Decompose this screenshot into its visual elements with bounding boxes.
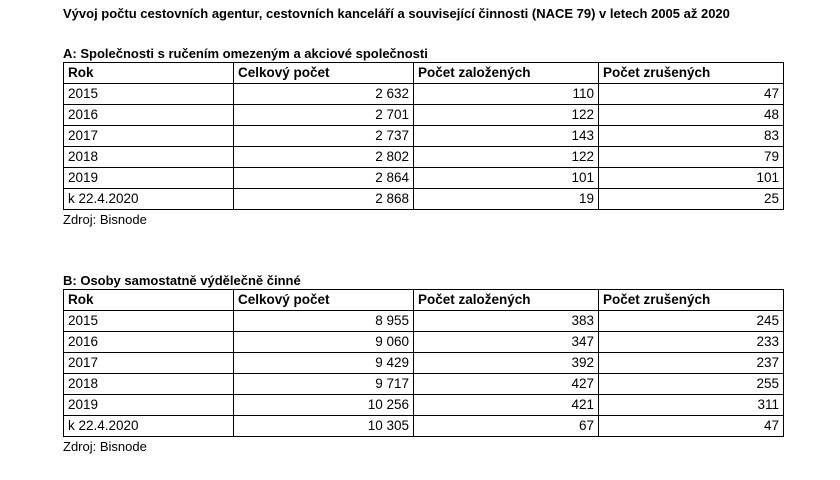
cell-pocet-zrusenych: 25 [599, 189, 784, 210]
cell-pocet-zalozenych: 392 [414, 353, 599, 374]
header-celkovy-pocet: Celkový počet [234, 290, 414, 311]
cell-pocet-zalozenych: 19 [414, 189, 599, 210]
cell-pocet-zalozenych: 67 [414, 416, 599, 437]
table-row [64, 332, 784, 353]
table-row [64, 147, 784, 168]
cell-rok: 2019 [64, 168, 234, 189]
header-pocet-zalozenych: Počet založených [414, 290, 599, 311]
cell-pocet-zrusenych: 255 [599, 374, 784, 395]
section-b-source: Zdroj: Bisnode [63, 439, 147, 454]
cell-celkovy-pocet: 2 737 [234, 126, 414, 147]
cell-rok: 2015 [64, 311, 234, 332]
table-row [64, 168, 784, 189]
header-pocet-zrusenych: Počet zrušených [599, 290, 784, 311]
section-b [63, 272, 783, 457]
section-a-source: Zdroj: Bisnode [63, 212, 147, 227]
header-rok: Rok [64, 63, 234, 84]
header-pocet-zalozenych: Počet založených [414, 63, 599, 84]
table-row [64, 374, 784, 395]
table-row [64, 189, 784, 210]
table-header-row [64, 63, 784, 84]
cell-pocet-zalozenych: 427 [414, 374, 599, 395]
cell-pocet-zrusenych: 101 [599, 168, 784, 189]
cell-rok: 2017 [64, 353, 234, 374]
table-b [63, 289, 784, 437]
cell-pocet-zalozenych: 347 [414, 332, 599, 353]
table-header-row [64, 290, 784, 311]
header-rok: Rok [64, 290, 234, 311]
cell-pocet-zrusenych: 311 [599, 395, 784, 416]
table-a [63, 62, 784, 210]
cell-pocet-zrusenych: 237 [599, 353, 784, 374]
section-a [63, 45, 783, 230]
cell-rok: 2018 [64, 374, 234, 395]
cell-celkovy-pocet: 10 305 [234, 416, 414, 437]
cell-pocet-zrusenych: 79 [599, 147, 784, 168]
cell-pocet-zrusenych: 83 [599, 126, 784, 147]
cell-pocet-zrusenych: 47 [599, 84, 784, 105]
cell-celkovy-pocet: 2 802 [234, 147, 414, 168]
section-a-title: A: Společnosti s ručením omezeným a akciové společnosti [63, 46, 428, 61]
cell-rok: 2016 [64, 105, 234, 126]
cell-pocet-zrusenych: 47 [599, 416, 784, 437]
cell-pocet-zalozenych: 110 [414, 84, 599, 105]
header-pocet-zrusenych: Počet zrušených [599, 63, 784, 84]
cell-rok: 2019 [64, 395, 234, 416]
cell-pocet-zrusenych: 48 [599, 105, 784, 126]
table-row [64, 416, 784, 437]
table-row [64, 105, 784, 126]
cell-rok: 2018 [64, 147, 234, 168]
cell-celkovy-pocet: 2 632 [234, 84, 414, 105]
table-row [64, 395, 784, 416]
header-celkovy-pocet: Celkový počet [234, 63, 414, 84]
cell-rok: 2017 [64, 126, 234, 147]
table-row [64, 311, 784, 332]
cell-rok: k 22.4.2020 [64, 416, 234, 437]
cell-celkovy-pocet: 10 256 [234, 395, 414, 416]
cell-celkovy-pocet: 9 060 [234, 332, 414, 353]
cell-pocet-zrusenych: 233 [599, 332, 784, 353]
cell-pocet-zalozenych: 122 [414, 147, 599, 168]
cell-celkovy-pocet: 2 701 [234, 105, 414, 126]
cell-pocet-zalozenych: 421 [414, 395, 599, 416]
cell-celkovy-pocet: 2 864 [234, 168, 414, 189]
cell-celkovy-pocet: 9 429 [234, 353, 414, 374]
cell-pocet-zalozenych: 101 [414, 168, 599, 189]
cell-rok: 2015 [64, 84, 234, 105]
cell-pocet-zalozenych: 383 [414, 311, 599, 332]
cell-rok: k 22.4.2020 [64, 189, 234, 210]
cell-pocet-zalozenych: 143 [414, 126, 599, 147]
cell-pocet-zalozenych: 122 [414, 105, 599, 126]
table-row [64, 353, 784, 374]
cell-pocet-zrusenych: 245 [599, 311, 784, 332]
cell-celkovy-pocet: 8 955 [234, 311, 414, 332]
table-row [64, 84, 784, 105]
document-title: Vývoj počtu cestovních agentur, cestovních kanceláří a související činnosti (NACE 79) v letech 2005 až 2020 [63, 6, 730, 21]
cell-rok: 2016 [64, 332, 234, 353]
cell-celkovy-pocet: 9 717 [234, 374, 414, 395]
cell-celkovy-pocet: 2 868 [234, 189, 414, 210]
table-row [64, 126, 784, 147]
section-b-title: B: Osoby samostatně výdělečně činné [63, 273, 301, 288]
